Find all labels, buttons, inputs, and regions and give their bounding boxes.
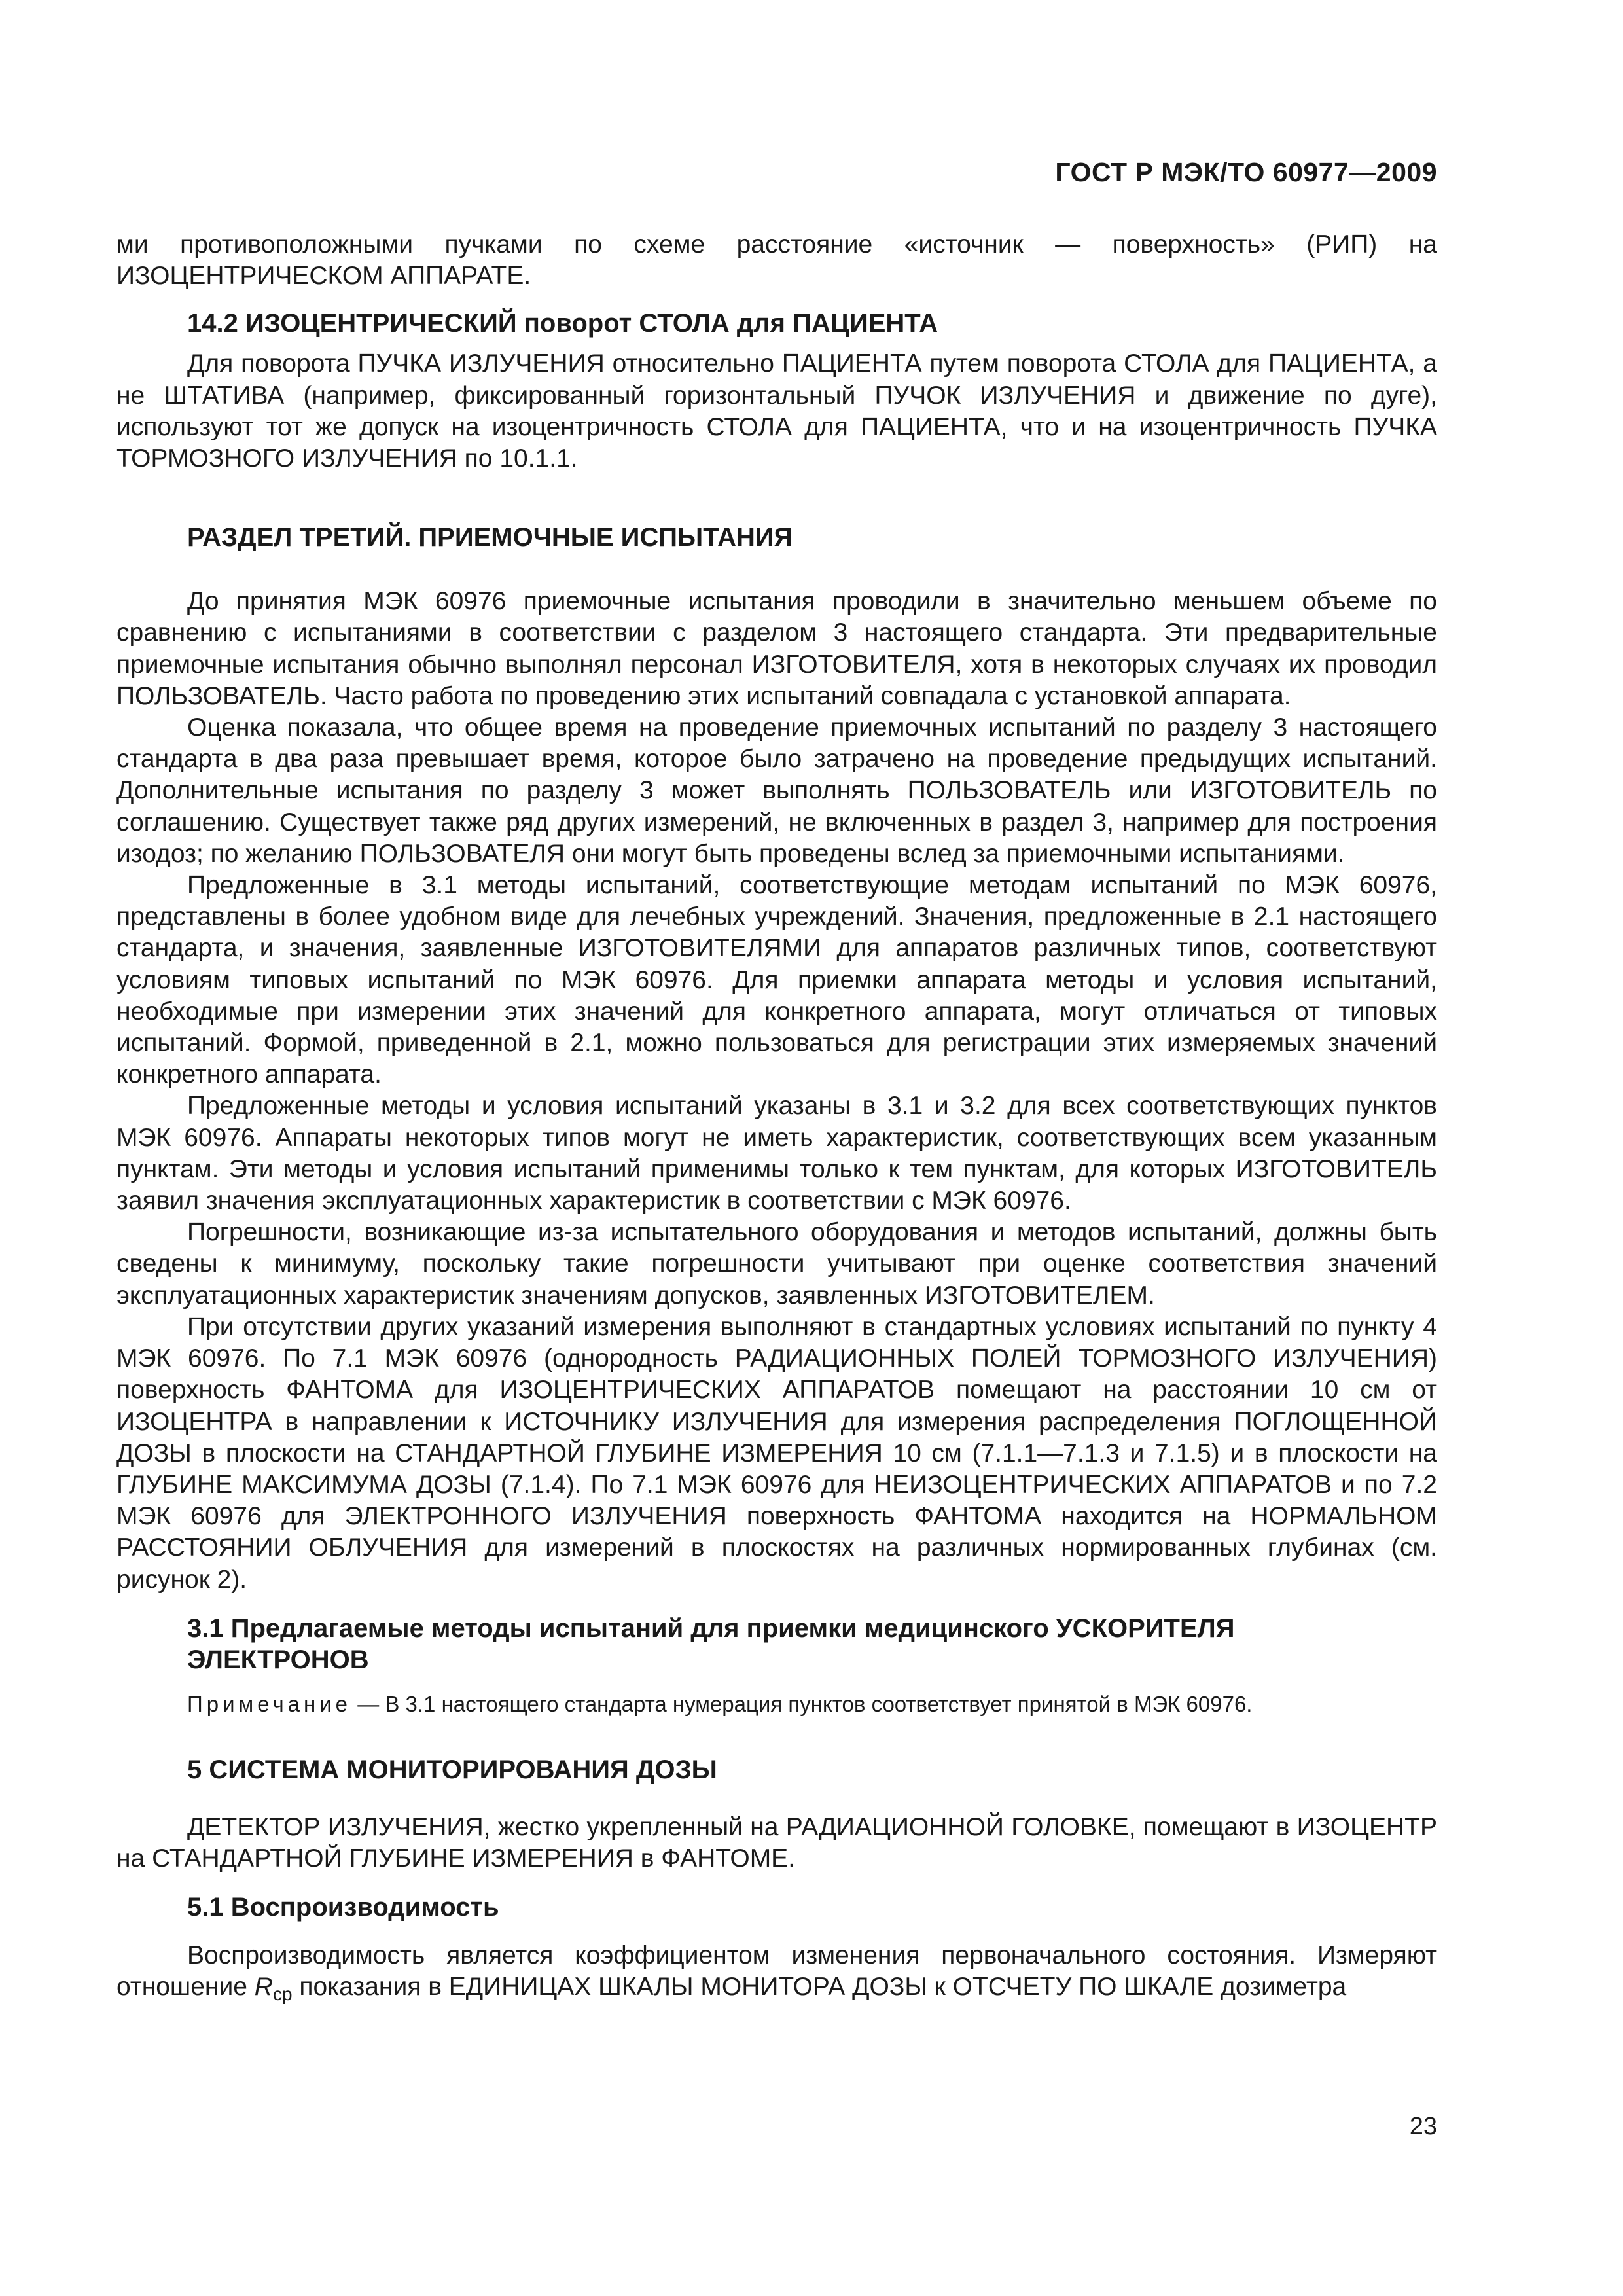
section-3-1-title xyxy=(116,1613,1437,1676)
section-5-1-text-part1: Воспроизводимость является коэффициентом изменения первоначального состояния. Измеряют отношение xyxy=(116,1941,1437,2001)
section-5-text: ДЕТЕКТОР ИЗЛУЧЕНИЯ, жестко укрепленный на РАДИАЦИОННОЙ ГОЛОВКЕ, помещают в ИЗОЦЕНТР на СТАНДАРТНОЙ ГЛУБИНЕ ИЗМЕРЕНИЯ в ФАНТОМЕ. xyxy=(116,1812,1437,1873)
part-three-paragraph-6: При отсутствии других указаний измерения выполняют в стандартных условиях испытаний по пункту 4 МЭК 60976. По 7.1 МЭК 60976 (однородность РАДИАЦИОННЫХ ПОЛЕЙ ТОРМОЗНОГО ИЗЛУЧЕНИЯ) поверхность ФАНТОМА для ИЗОЦЕНТРИЧЕСКИХ АППАРАТОВ помещают на расстоянии 10 см от ИЗОЦЕНТРА в направлении к ИСТОЧНИКУ ИЗЛУЧЕНИЯ для измерения распределения ПОГЛОЩЕННОЙ ДОЗЫ в плоскости на СТАНДАРТНОЙ ГЛУБИНЕ ИЗМЕРЕНИЯ 10 см (7.1.1—7.1.3 и 7.1.5) и в плоскости на ГЛУБИНЕ МАКСИМУМА ДОЗЫ (7.1.4). По 7.1 МЭК 60976 для НЕИЗОЦЕНТРИЧЕСКИХ АППАРАТОВ и по 7.2 МЭК 60976 для ЭЛЕКТРОННОГО ИЗЛУЧЕНИЯ поверхность ФАНТОМА находится на НОРМАЛЬНОМ РАССТОЯНИИ ОБЛУЧЕНИЯ для измерений в плоскостях на различных нормированных глубинах (см. рисунок 2). xyxy=(116,1312,1437,1594)
formula-symbol: R xyxy=(254,1973,273,2001)
section-14-2-title: 14.2 ИЗОЦЕНТРИЧЕСКИЙ поворот СТОЛА для ПАЦИЕНТА xyxy=(187,309,938,338)
section-5-1-text-part2: показания в ЕДИНИЦАХ ШКАЛЫ МОНИТОРА ДОЗЫ к ОТСЧЕТУ ПО ШКАЛЕ дозиметра xyxy=(299,1973,1347,2001)
part-three-paragraph-1: До принятия МЭК 60976 приемочные испытания проводили в значительно меньшем объеме по сравнению с испытаниями в соответствии с разделом 3 настоящего стандарта. Эти предварительные приемочные испытания обычно выполнял персонал ИЗГОТОВИТЕЛЯ, хотя в некоторых случаях их проводил ПОЛЬЗОВАТЕЛЬ. Часто работа по проведению этих испытаний совпадала с установкой аппарата. xyxy=(116,587,1437,710)
section-14-2-text: Для поворота ПУЧКА ИЗЛУЧЕНИЯ относительно ПАЦИЕНТА путем поворота СТОЛА для ПАЦИЕНТА, а не ШТАТИВА (например, фиксированный горизонтальный ПУЧОК ИЗЛУЧЕНИЯ и движение по дуге), используют тот же допуск на изоцентричность СТОЛА для ПАЦИЕНТА, что и на изоцентричность ПУЧКА ТОРМОЗНОГО ИЗЛУЧЕНИЯ по 10.1.1. xyxy=(116,350,1437,473)
page-number: 23 xyxy=(1409,2113,1437,2140)
document-header: ГОСТ Р МЭК/ТО 60977—2009 xyxy=(1055,157,1437,187)
part-three-paragraph-2: Оценка показала, что общее время на проведение приемочных испытаний по разделу 3 настоящего стандарта в два раза превышает время, которое было затрачено на проведение предыдущих испытаний. Дополнительные испытания по разделу 3 может выполнять ПОЛЬЗОВАТЕЛЬ или ИЗГОТОВИТЕЛЬ по соглашению. Существует также ряд других измерений, не включенных в раздел 3, например для построения изодоз; по желанию ПОЛЬЗОВАТЕЛЯ они могут быть проведены вслед за приемочными испытаниями. xyxy=(116,713,1437,868)
note-label: Примечание xyxy=(187,1691,352,1716)
part-three-paragraph-5: Погрешности, возникающие из-за испытательного оборудования и методов испытаний, должны быть сведены к минимуму, поскольку такие погрешности учитывают при оценке соответствия значений эксплуатационных характеристик значениям допусков, заявленных ИЗГОТОВИТЕЛЕМ. xyxy=(116,1218,1437,1310)
section-5-1-title: 5.1 Воспроизводимость xyxy=(187,1893,499,1922)
section-3-1-title-line1: 3.1 Предлагаемые методы испытаний для приемки медицинского УСКОРИТЕЛЯ xyxy=(187,1613,1235,1643)
intro-paragraph: ми противоположными пучками по схеме расстояние «источник — поверхность» (РИП) на ИЗОЦЕНТРИЧЕСКОМ АППАРАТЕ. xyxy=(116,230,1437,291)
note-text: — В 3.1 настоящего стандарта нумерация пунктов соответствует принятой в МЭК 60976. xyxy=(357,1691,1253,1716)
page-content xyxy=(116,229,1437,2003)
section-3-1-title-line2: ЭЛЕКТРОНОВ xyxy=(187,1645,369,1674)
part-three-title: РАЗДЕЛ ТРЕТИЙ. ПРИЕМОЧНЫЕ ИСПЫТАНИЯ xyxy=(187,523,793,552)
section-5-title: 5 СИСТЕМА МОНИТОРИРОВАНИЯ ДОЗЫ xyxy=(187,1755,717,1784)
part-three-paragraph-4: Предложенные методы и условия испытаний указаны в 3.1 и 3.2 для всех соответствующих пунктов МЭК 60976. Аппараты некоторых типов могут не иметь характеристик, соответствующих всем указанным пунктам. Эти методы и условия испытаний применимы только к тем пунктам, для которых ИЗГОТОВИТЕЛЬ заявил значения эксплуатационных характеристик в соответствии с МЭК 60976. xyxy=(116,1092,1437,1215)
formula-subscript: ср xyxy=(272,1984,293,2005)
part-three-paragraph-3: Предложенные в 3.1 методы испытаний, соответствующие методам испытаний по МЭК 60976, представлены в более удобном виде для лечебных учреждений. Значения, предложенные в 2.1 настоящего стандарта, и значения, заявленные ИЗГОТОВИТЕЛЯМИ для аппаратов различных типов, соответствуют условиям типовых испытаний по МЭК 60976. Для приемки аппарата методы и условия испытаний, необходимые при измерении этих значений для конкретного аппарата, могут отличаться от типовых испытаний. Формой, приведенной в 2.1, можно пользоваться для регистрации этих измеряемых значений конкретного аппарата. xyxy=(116,871,1437,1089)
section-3-1-note xyxy=(116,1690,1437,1719)
section-5-1-text xyxy=(116,1940,1437,2003)
